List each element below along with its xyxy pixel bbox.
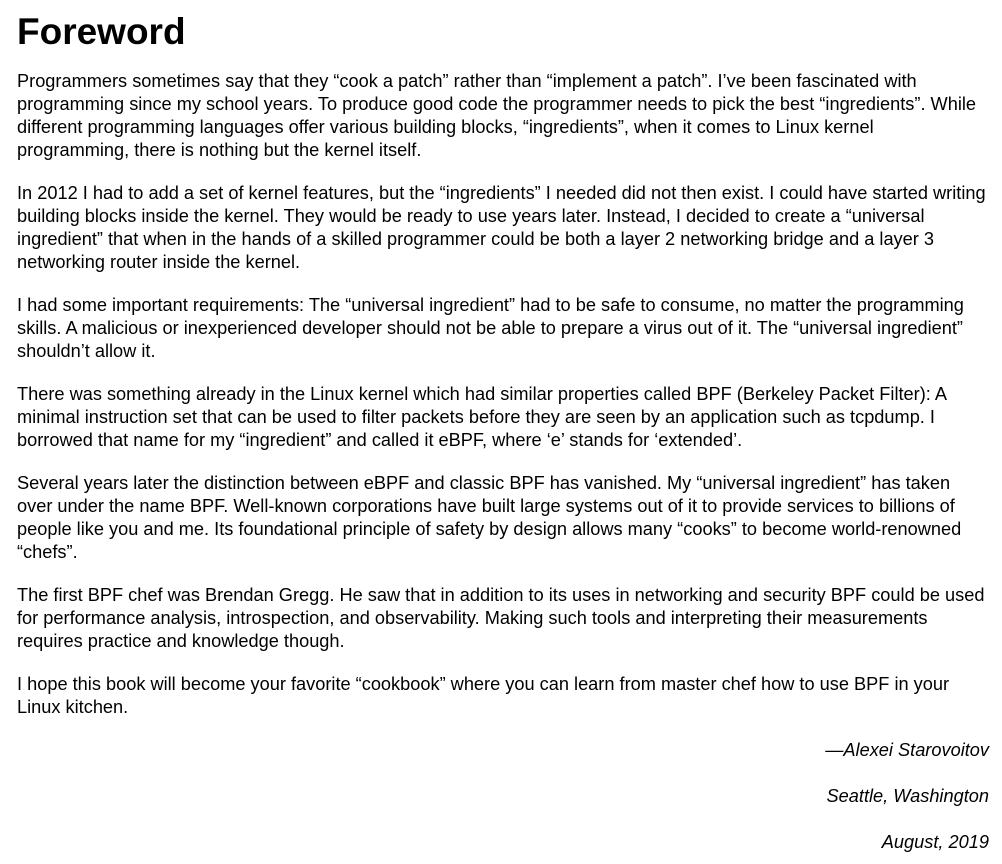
paragraph-7: I hope this book will become your favorite “cookbook” where you can learn from master chef how to use BPF in your Linux kitchen. [17,674,950,717]
signature-block [17,739,989,854]
paragraph-2: In 2012 I had to add a set of kernel features, but the “ingredients” I needed did not then exist. I could have started writing building blocks inside the kernel. They would be ready to use years later. Instead, I decided to create a “universal ingredient” that when in the hands of a skilled programmer could be both a layer 2 networking bridge and a layer 3 networking router inside the kernel. [17,183,986,272]
signature-author: —Alexei Starovoitov [825,740,989,760]
paragraph-4: There was something already in the Linux kernel which had similar properties called BPF (Berkeley Packet Filter): A minimal instruction set that can be used to filter packets before they are seen by an application such as tcpdump. I borrowed that name for my “ingredient” and called it eBPF, where ‘e’ stands for ‘extended’. [17,384,946,450]
paragraph-5: Several years later the distinction between eBPF and classic BPF has vanished. My “universal ingredient” has taken over under the name BPF. Well-known corporations have built large systems out of it to provide services to billions of people like you and me. Its foundational principle of safety by design allows many “cooks” to become world-renowned “chefs”. [17,473,962,562]
paragraph-6: The first BPF chef was Brendan Gregg. He saw that in addition to its uses in networking and security BPF could be used for performance analysis, introspection, and observability. Making such tools and interpreting their measurements requires practice and knowledge though. [17,585,985,651]
page-title: Foreword [17,11,186,52]
signature-date: August, 2019 [881,832,989,852]
signature-place: Seattle, Washington [826,786,989,806]
paragraph-3: I had some important requirements: The “universal ingredient” had to be safe to consume, no matter the programming skills. A malicious or inexperienced developer should not be able to prepare a virus out of it. The “universal ingredient” shouldn’t allow it. [17,295,964,361]
paragraph-1: Programmers sometimes say that they “cook a patch” rather than “implement a patch”. I’ve been fascinated with programming since my school years. To produce good code the programmer needs to pick the best “ingredients”. While different programming languages offer various building blocks, “ingredients”, when it comes to Linux kernel programming, there is nothing but the kernel itself. [17,71,977,160]
